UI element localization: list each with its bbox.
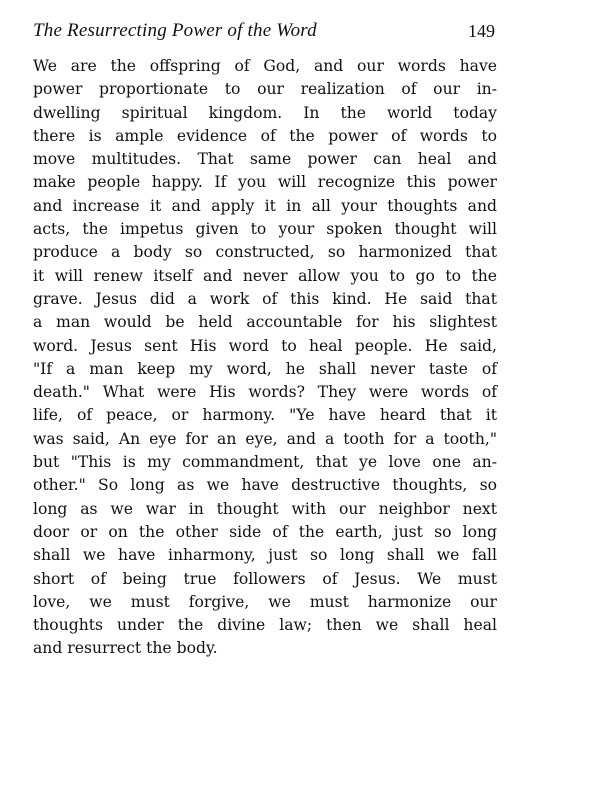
text-line: thoughts under the divine law; then we shall heal bbox=[33, 616, 497, 635]
text-line: door or on the other side of the earth, just so long bbox=[33, 522, 497, 541]
text-line: there is ample evidence of the power of words to bbox=[33, 126, 497, 145]
running-head bbox=[33, 18, 495, 44]
text-line: life, of peace, or harmony. "Ye have heard that it bbox=[33, 406, 497, 425]
text-line: love, we must forgive, we must harmonize our bbox=[33, 592, 497, 611]
text-line: We are the offspring of God, and our words have bbox=[33, 57, 497, 75]
text-line: long as we war in thought with our neighbor next bbox=[33, 499, 497, 518]
chapter-title: The Resurrecting Power of the Word bbox=[33, 20, 317, 41]
text-line: make people happy. If you will recognize this power bbox=[33, 173, 497, 192]
text-line: power proportionate to our realization of our in- bbox=[33, 80, 497, 99]
text-line: other." So long as we have destructive thoughts, so bbox=[33, 476, 497, 495]
text-line: acts, the impetus given to your spoken thought will bbox=[33, 220, 497, 239]
text-line: death." What were His words? They were words of bbox=[33, 383, 497, 402]
text-line: word. Jesus sent His word to heal people. He said, bbox=[33, 336, 497, 355]
body-paragraph bbox=[33, 55, 497, 661]
text-line: short of being true followers of Jesus. We must bbox=[33, 569, 497, 588]
text-line: grave. Jesus did a work of this kind. He said that bbox=[33, 289, 497, 308]
text-line: a man would be held accountable for his slightest bbox=[33, 313, 497, 332]
page-number: 149 bbox=[468, 21, 495, 41]
text-line: and increase it and apply it in all your thoughts and bbox=[33, 196, 497, 215]
text-line: but "This is my commandment, that ye love one an- bbox=[33, 453, 497, 472]
text-line: was said, An eye for an eye, and a tooth for a tooth," bbox=[33, 429, 497, 448]
text-line: it will renew itself and never allow you to go to the bbox=[33, 266, 497, 285]
text-line: produce a body so constructed, so harmonized that bbox=[33, 243, 497, 262]
text-line: shall we have inharmony, just so long shall we fall bbox=[33, 546, 497, 565]
text-line: move multitudes. That same power can heal and bbox=[33, 150, 497, 169]
text-line: and resurrect the body. bbox=[33, 639, 218, 658]
text-line: dwelling spiritual kingdom. In the world today bbox=[33, 103, 497, 122]
text-line: "If a man keep my word, he shall never taste of bbox=[33, 359, 497, 378]
